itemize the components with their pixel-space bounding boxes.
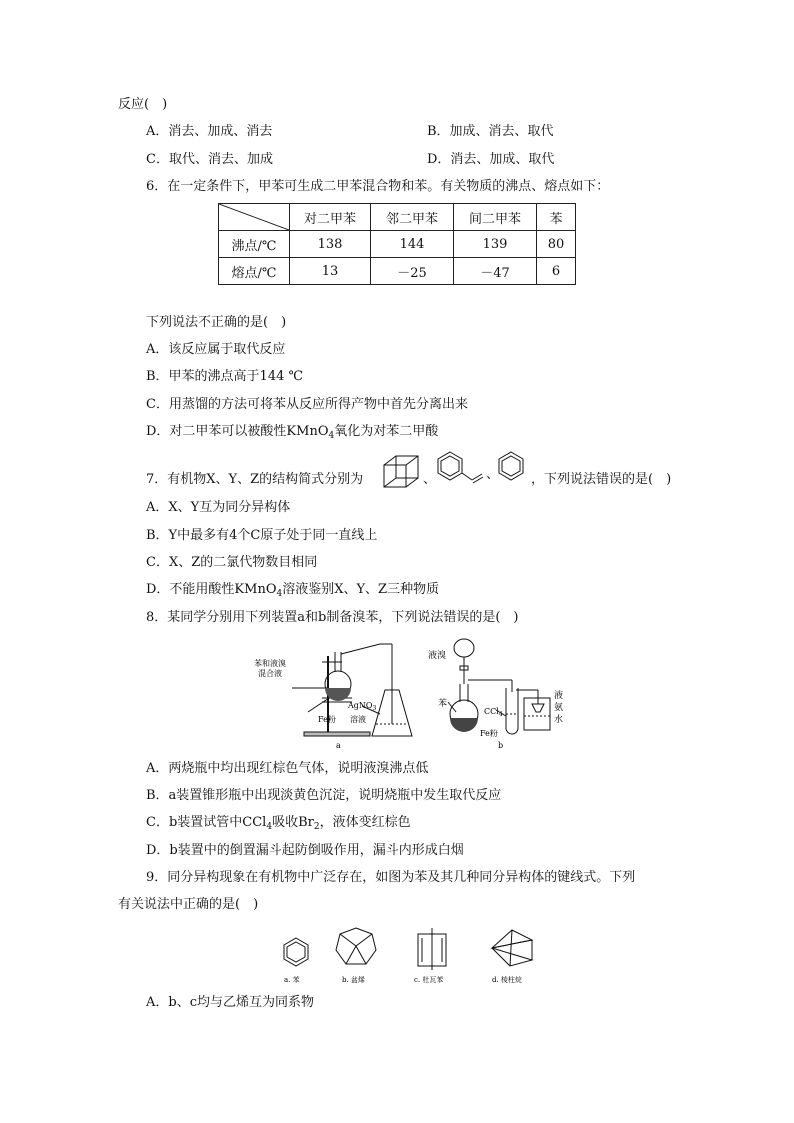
figure-a-soln: 溶液 (350, 715, 366, 724)
table-cell: 144 (371, 231, 454, 258)
q5-option-d: D．消去、加成、取代 (427, 152, 555, 167)
figure-a-agno3-sub: 3 (372, 705, 377, 712)
figure-a-caption: a (336, 741, 341, 750)
table-row-label: 沸点/℃ (219, 231, 290, 258)
q7-option-a: A．X、Y互为同分异构体 (146, 500, 291, 515)
figure-b-ammonia-2: 氨 (554, 703, 564, 713)
figure-b-caption: b (498, 741, 504, 750)
q6-option-d (146, 423, 438, 445)
figure-a-agno3-text: AgNO (348, 701, 373, 710)
q8-option-c-sub1: 4 (266, 822, 273, 832)
q6-option-c: C．用蒸馏的方法可将苯从反应所得产物中首先分离出来 (146, 397, 468, 412)
q8-option-c-mid: 吸收Br (272, 815, 314, 830)
q7-option-c: C．X、Z的二氯代物数目相同 (146, 555, 318, 570)
table-cell: 80 (537, 231, 576, 258)
figure-b-ccl4-text: CCl (484, 707, 499, 716)
isomer-caption: d. 棱柱烷 (492, 976, 522, 984)
table-cell: －25 (371, 258, 454, 285)
figure-b-benzene: 苯 (438, 699, 448, 709)
figure-b-ammonia-1: 液 (554, 691, 564, 701)
q5-option-b: B．加成、消去、取代 (427, 124, 554, 139)
table-cell: 138 (290, 231, 371, 258)
isomer-caption: b. 盆烯 (342, 976, 365, 984)
q7-option-d-pre: D．不能用酸性KMnO (146, 582, 277, 597)
q6-option-d-post: 氧化为对苯二甲酸 (334, 424, 439, 439)
q7-option-d-post: 溶液鉴别X、Y、Z三种物质 (282, 582, 440, 597)
cubane-structure (382, 454, 422, 490)
q8-stem: 8．某同学分别用下列装置a和b制备溴苯，下列说法错误的是( ) (146, 610, 519, 625)
figure-b-liquid-bromine: 液溴 (428, 651, 447, 661)
q8-option-c-pre: C．b装置试管中CCl (146, 815, 267, 830)
q8-option-a: A．两烧瓶中均出现红棕色气体，说明液溴沸点低 (146, 761, 429, 776)
boiling-melting-table (218, 203, 576, 285)
table-row (219, 258, 576, 285)
figure-b-ccl4-sub: 4 (498, 711, 503, 718)
table-header-cell: 对二甲苯 (290, 204, 371, 231)
table-row (219, 231, 576, 258)
q5-tail: 反应( ) (118, 97, 168, 112)
q6-option-d-sub: 4 (328, 431, 335, 441)
benzene-isomers-figure (278, 924, 548, 986)
benzene-structure (495, 450, 531, 486)
figure-a-agno3 (347, 701, 376, 712)
apparatus-a-figure (252, 640, 422, 752)
table-header-row (219, 204, 576, 231)
q7-stem-pre: 7．有机物X、Y、Z的结构简式分别为 (146, 472, 364, 487)
isomer-caption: a. 苯 (284, 976, 300, 984)
q6-stem: 6．在一定条件下，甲苯可生成二甲苯混合物和苯。有关物质的沸点、熔点如下： (146, 179, 610, 194)
table-cell: 13 (290, 258, 371, 285)
table-header-cell: 邻二甲苯 (371, 204, 454, 231)
table-cell: －47 (454, 258, 537, 285)
q7-sep-1: 、 (423, 472, 437, 487)
q5-option-a: A．消去、加成、消去 (146, 124, 273, 139)
figure-b-ammonia-3: 水 (554, 715, 564, 725)
q7-option-b: B．Y中最多有4个C原子处于同一直线上 (146, 528, 378, 543)
q6-option-a: A．该反应属于取代反应 (146, 342, 286, 357)
q8-option-c-post: ，液体变红棕色 (319, 815, 411, 830)
table-row-label: 熔点/℃ (219, 258, 290, 285)
diagonal-line (219, 204, 289, 230)
apparatus-b-figure (424, 632, 584, 752)
q6-option-d-pre: D．对二甲苯可以被酸性KMnO (146, 424, 329, 439)
q9-stem-1: 9．同分异构现象在有机物中广泛存在，如图为苯及其几种同分异构体的键线式。下列 (146, 870, 636, 885)
q6-option-b: B．甲苯的沸点高于144 ℃ (146, 369, 304, 384)
q8-option-b: B．a装置锥形瓶中出现淡黄色沉淀，说明烧瓶中发生取代反应 (146, 788, 502, 803)
q6-prompt: 下列说法不正确的是( ) (146, 315, 287, 330)
table-corner-cell (219, 204, 290, 231)
q9-option-a: A．b、c均与乙烯互为同系物 (146, 995, 314, 1010)
q7-sep-2: 、 (486, 467, 500, 482)
q8-option-c (146, 814, 411, 836)
q5-option-c: C．取代、消去、加成 (146, 152, 273, 167)
q7-option-d-sub: 4 (276, 589, 283, 599)
styrene-structure (432, 450, 484, 488)
q8-option-c-sub2: 2 (313, 822, 320, 832)
figure-a-label1: 苯和液溴 (254, 659, 286, 668)
table-header-cell: 间二甲苯 (454, 204, 537, 231)
q9-stem-2: 有关说法中正确的是( ) (118, 897, 259, 912)
table-cell: 6 (537, 258, 576, 285)
q7-option-d (146, 581, 439, 603)
figure-b-fe: Fe粉 (480, 729, 498, 738)
table-cell: 139 (454, 231, 537, 258)
table-header-cell: 苯 (537, 204, 576, 231)
figure-a-fe: Fe粉 (318, 715, 336, 724)
figure-b-ccl4 (484, 707, 503, 718)
figure-a-label2: 混合液 (258, 669, 282, 678)
q7-stem-post: ，下列说法错误的是( ) (531, 472, 672, 487)
isomer-caption: c. 杜瓦苯 (414, 976, 444, 984)
q8-option-d: D．b装置中的倒置漏斗起防倒吸作用，漏斗内形成白烟 (146, 843, 464, 858)
